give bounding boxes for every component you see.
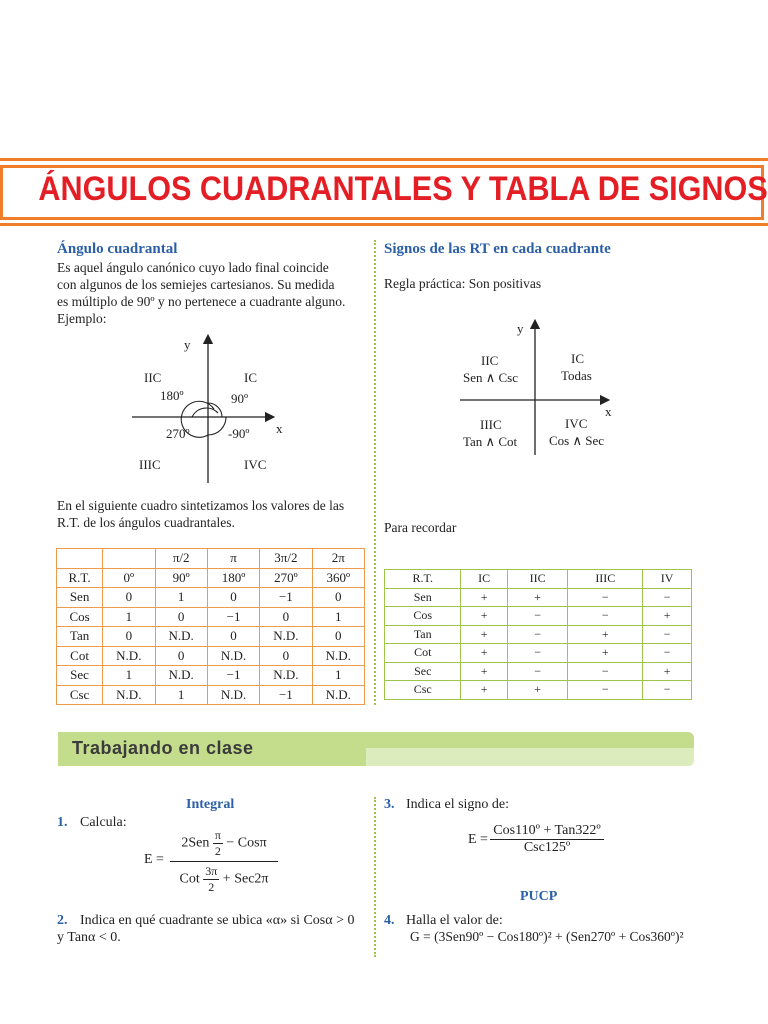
table-cell: 1 xyxy=(155,588,207,608)
table-cell: 1 xyxy=(312,666,364,686)
table-cell: − xyxy=(507,662,568,681)
quadrant-label-iiic: IIIC xyxy=(480,417,502,432)
problem-3-fraction xyxy=(490,823,604,856)
section-title: Trabajando en clase xyxy=(72,738,254,758)
table-row xyxy=(57,646,365,666)
table-cell: IIIC xyxy=(568,570,643,589)
table-row xyxy=(385,607,692,626)
table-cell: Tan xyxy=(57,627,103,647)
quadrantal-values-table xyxy=(56,548,365,705)
p1-den-frac-top: 3π xyxy=(205,864,218,878)
signs-diagram xyxy=(455,320,625,460)
quadrant-label-ic: IC xyxy=(571,351,584,366)
quadrant-fn-ic: Todas xyxy=(561,368,592,383)
table-cell: IC xyxy=(461,570,507,589)
table-row xyxy=(385,625,692,644)
table-cell: π xyxy=(207,549,259,569)
table-cell: + xyxy=(461,625,507,644)
table-cell: 3π/2 xyxy=(260,549,312,569)
table-row xyxy=(57,568,365,588)
table-cell: N.D. xyxy=(260,666,312,686)
table-cell: Tan xyxy=(385,625,461,644)
table-row xyxy=(385,681,692,700)
rule-text: Regla práctica: Son positivas xyxy=(384,276,542,291)
table-cell: − xyxy=(643,644,692,663)
table-cell: 180º xyxy=(207,568,259,588)
table-cell: N.D. xyxy=(155,666,207,686)
problem-3-lhs: E = xyxy=(468,832,488,847)
table-cell: N.D. xyxy=(207,646,259,666)
table-row xyxy=(57,588,365,608)
summary-line: En el siguiente cuadro sintetizamos los valores de las xyxy=(57,498,345,513)
quadrant-fn-ivc: Cos ∧ Sec xyxy=(549,433,605,448)
table-cell: + xyxy=(461,607,507,626)
table-cell: + xyxy=(461,662,507,681)
p1-den-frac xyxy=(203,864,219,895)
quadrant-fn-iiic: Tan ∧ Cot xyxy=(463,434,518,449)
table-cell: R.T. xyxy=(385,570,461,589)
table-cell: N.D. xyxy=(260,627,312,647)
table-cell: Cot xyxy=(57,646,103,666)
quadrant-fn-iic: Sen ∧ Csc xyxy=(463,370,519,385)
problem-3-numerator: Cos110º + Tan322º xyxy=(490,823,604,840)
table-cell: Cot xyxy=(385,644,461,663)
table-cell: IV xyxy=(643,570,692,589)
table-cell: Csc xyxy=(385,681,461,700)
table-cell: −1 xyxy=(260,588,312,608)
p1-num-frac xyxy=(213,828,223,859)
column-divider xyxy=(374,240,376,705)
x-axis-label: x xyxy=(276,421,283,436)
table-cell: 1 xyxy=(103,666,155,686)
table-cell: + xyxy=(568,625,643,644)
quadrant-label-ivc: IVC xyxy=(565,416,588,431)
table-cell xyxy=(103,549,155,569)
table-cell: −1 xyxy=(207,666,259,686)
p1-den-b: + Sec2π xyxy=(222,871,269,887)
summary-paragraph xyxy=(57,497,365,531)
table-cell: N.D. xyxy=(155,627,207,647)
table-cell: − xyxy=(507,625,568,644)
problem-2-number: 2. xyxy=(57,913,68,928)
definition-line: es múltiplo de 90º y no pertenece a cuadrante alguno. xyxy=(57,294,346,309)
table-header-row xyxy=(385,570,692,589)
heading-angulo-cuadrantal: Ángulo cuadrantal xyxy=(57,241,178,257)
table-cell: 0 xyxy=(312,588,364,608)
definition-line: con algunos de los semiejes cartesianos. Su medida xyxy=(57,277,335,292)
pucp-label: PUCP xyxy=(520,889,558,904)
table-row xyxy=(385,662,692,681)
definition-paragraph xyxy=(57,259,365,327)
definition-line: Ejemplo: xyxy=(57,311,107,326)
problem-2-text xyxy=(80,913,370,929)
problem-4-text: Halla el valor de: xyxy=(406,913,503,928)
table-cell: N.D. xyxy=(207,685,259,705)
table-cell: + xyxy=(461,681,507,700)
table-cell: Cos xyxy=(385,607,461,626)
table-cell: + xyxy=(568,644,643,663)
problem-4-number: 4. xyxy=(384,913,395,928)
table-cell: IIC xyxy=(507,570,568,589)
arc-minus-90 xyxy=(208,417,226,435)
section-banner-accent xyxy=(366,748,694,766)
problem-1-number: 1. xyxy=(57,815,68,830)
table-cell: Sec xyxy=(57,666,103,686)
table-cell: 0 xyxy=(155,607,207,627)
table-row xyxy=(385,588,692,607)
summary-line: R.T. de los ángulos cuadrantales. xyxy=(57,515,235,530)
problem-2-line: Indica en qué cuadrante se ubica «α» si Cosα > 0 xyxy=(80,913,355,928)
angle-180-label: 180º xyxy=(160,388,184,403)
table-cell: Csc xyxy=(57,685,103,705)
table-cell: N.D. xyxy=(312,685,364,705)
table-cell: Sen xyxy=(385,588,461,607)
quadrantal-angle-diagram xyxy=(120,335,320,475)
p1-num-a: 2Sen xyxy=(181,835,210,851)
table-cell: + xyxy=(507,681,568,700)
table-cell: 1 xyxy=(312,607,364,627)
table-row xyxy=(57,666,365,686)
table-cell: N.D. xyxy=(103,646,155,666)
table-cell: −1 xyxy=(260,685,312,705)
problem-3-denominator: Csc125º xyxy=(523,840,571,855)
definition-line: Es aquel ángulo canónico cuyo lado final coincide xyxy=(57,260,329,275)
table-cell: 0 xyxy=(155,646,207,666)
problem-1-denominator xyxy=(170,862,278,895)
table-cell: + xyxy=(643,607,692,626)
table-cell: Sen xyxy=(57,588,103,608)
table-cell: 0 xyxy=(312,627,364,647)
quadrant-label-iic: IIC xyxy=(144,370,162,385)
table-cell: 0 xyxy=(207,588,259,608)
table-row xyxy=(385,644,692,663)
p1-den-a: Cot xyxy=(179,871,200,887)
table-cell: 0º xyxy=(103,568,155,588)
table-cell: 1 xyxy=(103,607,155,627)
table-cell: 1 xyxy=(155,685,207,705)
y-axis-label: y xyxy=(517,321,524,336)
table-cell: − xyxy=(568,588,643,607)
table-cell: − xyxy=(568,681,643,700)
table-cell: + xyxy=(507,588,568,607)
table-cell: N.D. xyxy=(312,646,364,666)
table-row xyxy=(57,607,365,627)
problem-2-line2: y Tanα < 0. xyxy=(57,930,121,945)
quadrant-label-iiic: IIIC xyxy=(139,457,161,472)
angle-90-label: 90º xyxy=(231,391,249,406)
table-cell: − xyxy=(568,662,643,681)
table-row xyxy=(57,627,365,647)
heading-signos: Signos de las RT en cada cuadrante xyxy=(384,241,611,257)
table-cell: Sec xyxy=(385,662,461,681)
table-cell: 360º xyxy=(312,568,364,588)
problem-1-text: Calcula: xyxy=(80,815,127,830)
y-axis-label: y xyxy=(184,337,191,352)
table-cell: −1 xyxy=(207,607,259,627)
table-cell: − xyxy=(643,588,692,607)
table-cell: N.D. xyxy=(103,685,155,705)
table-cell: Cos xyxy=(57,607,103,627)
table-cell: − xyxy=(507,607,568,626)
problem-3-number: 3. xyxy=(384,797,395,812)
page-title: ÁNGULOS CUADRANTALES Y TABLA DE SIGNOS xyxy=(38,170,768,208)
p1-num-frac-top: π xyxy=(214,828,221,842)
signs-table xyxy=(384,569,692,700)
quadrant-label-ic: IC xyxy=(244,370,257,385)
arc-180 xyxy=(192,408,218,417)
table-cell: + xyxy=(461,644,507,663)
quadrant-label-iic: IIC xyxy=(481,353,499,368)
table-cell: 0 xyxy=(103,588,155,608)
table-cell: − xyxy=(643,681,692,700)
table-cell: 2π xyxy=(312,549,364,569)
problem-4-expression: G = (3Sen90º − Cos180º)² + (Sen270º + Cos360º)² xyxy=(410,929,684,944)
integral-label: Integral xyxy=(186,797,235,812)
quadrant-label-ivc: IVC xyxy=(244,457,267,472)
table-cell: − xyxy=(643,625,692,644)
table-header-row xyxy=(57,549,365,569)
table-cell: 90º xyxy=(155,568,207,588)
table-cell: + xyxy=(461,588,507,607)
table-cell: + xyxy=(643,662,692,681)
problem-3-text: Indica el signo de: xyxy=(406,797,510,812)
table-cell: 270º xyxy=(260,568,312,588)
p1-num-frac-bot: 2 xyxy=(214,844,221,858)
angle-minus-90-label: -90º xyxy=(228,426,250,441)
angle-270-label: 270º xyxy=(166,426,190,441)
table-cell: 0 xyxy=(260,607,312,627)
column-divider-bottom xyxy=(374,797,376,957)
problem-1-fraction xyxy=(170,828,278,895)
table-cell: 0 xyxy=(260,646,312,666)
table-cell: 0 xyxy=(207,627,259,647)
problem-1-numerator xyxy=(170,828,278,862)
table-cell: 0 xyxy=(103,627,155,647)
table-cell: π/2 xyxy=(155,549,207,569)
table-cell: R.T. xyxy=(57,568,103,588)
table-cell: − xyxy=(568,607,643,626)
problem-1-lhs: E = xyxy=(144,852,164,867)
table-cell xyxy=(57,549,103,569)
p1-den-frac-bot: 2 xyxy=(208,880,215,894)
table-row xyxy=(57,685,365,705)
remember-text: Para recordar xyxy=(384,520,457,535)
table-cell: − xyxy=(507,644,568,663)
p1-num-b: − Cosπ xyxy=(226,835,267,851)
x-axis-label: x xyxy=(605,404,612,419)
